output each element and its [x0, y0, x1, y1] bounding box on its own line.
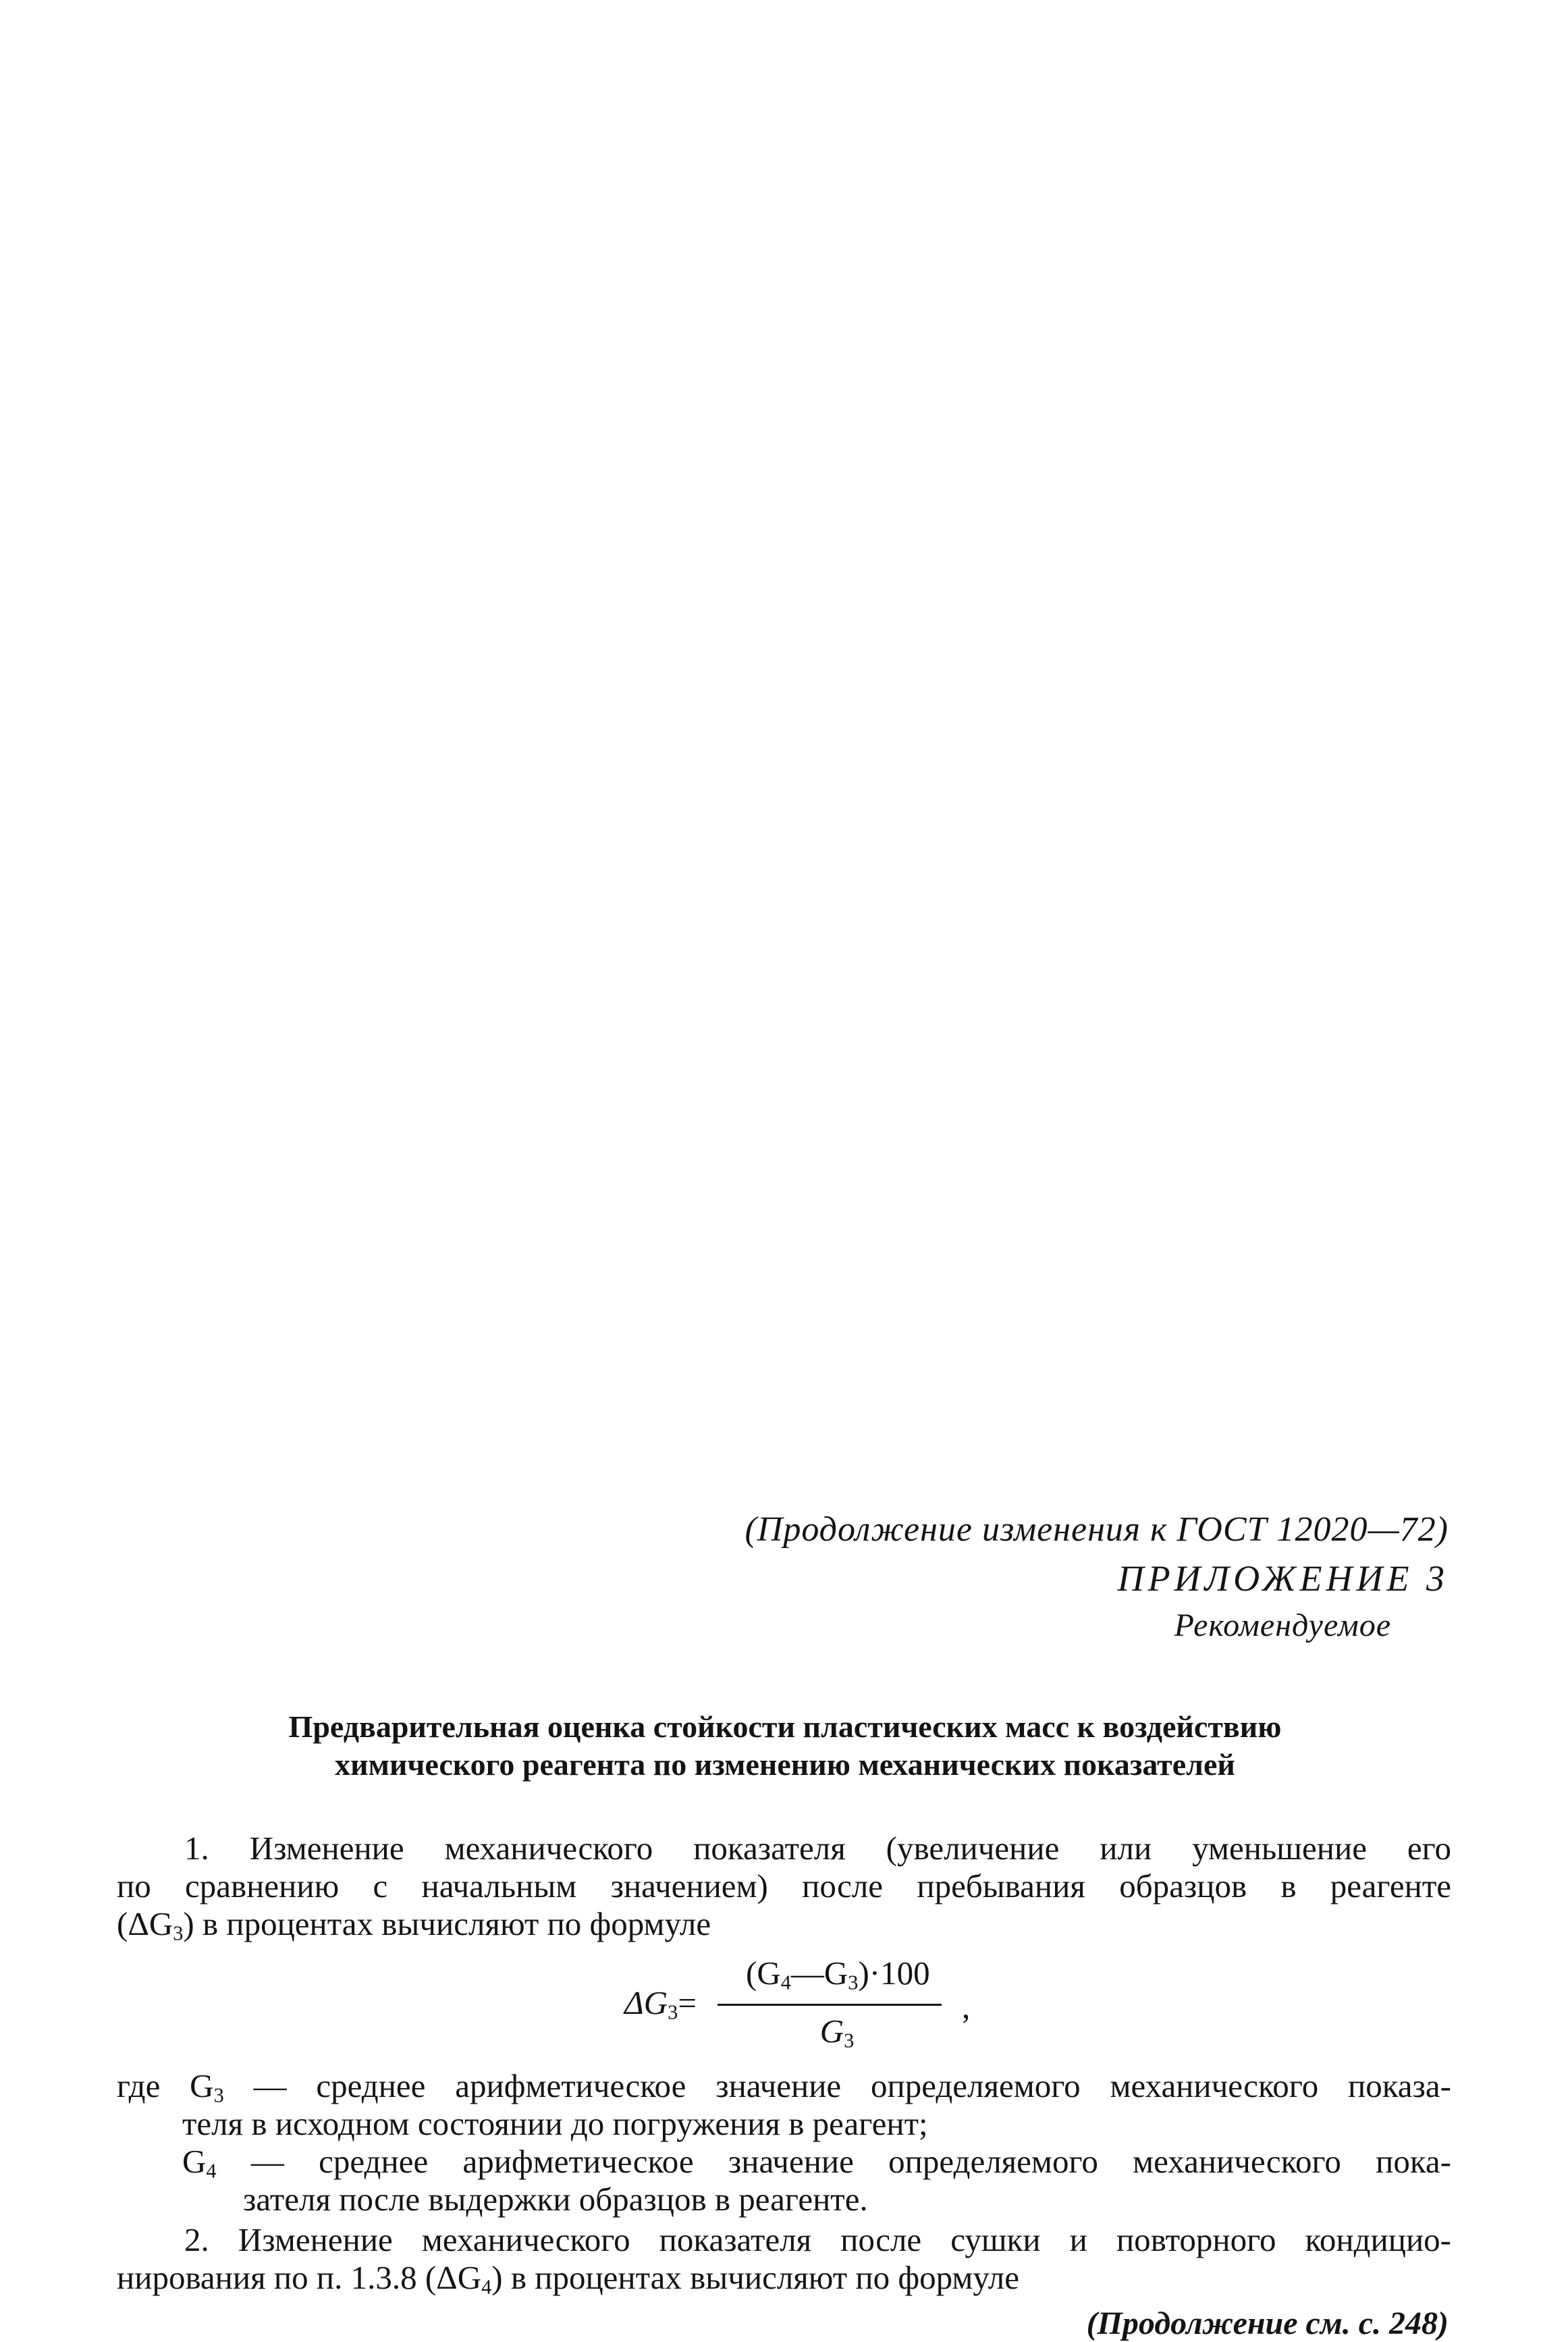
paragraph-1-line-3: [117, 1905, 711, 1952]
section-title-line-2: химического реагента по изменению механических показателей: [335, 1747, 1235, 1782]
where-line-3: $G_4$ — среднее арифметическое значение определяемого механического пока-: [182, 2143, 1451, 2183]
continuation-header: (Продолжение изменения к ГОСТ 12020—72): [745, 1510, 1449, 1549]
fraction-bar: [718, 2004, 942, 2006]
paragraph-1-line-1: 1. Изменение механического показателя (увеличение или уменьшение его: [184, 1830, 1451, 1867]
formula-delta-g3: [624, 1950, 1043, 2058]
section-title: [115, 1708, 1455, 1784]
formula-comma: ,: [962, 1988, 971, 2025]
paragraph-1-line-3-text: ) в процентах вычисляют по формуле: [183, 1905, 711, 1942]
where-line-4: зателя после выдержки образцов в реагенте.: [243, 2181, 868, 2218]
paragraph-2-line-2: нирования по п. 1.3.8 $(\Delta G_4)$ в процентах вычисляют по формуле: [117, 2259, 1019, 2299]
subscript: 3: [173, 1921, 184, 1945]
where-line-2: теля в исходном состоянии до погружения в реагент;: [182, 2105, 928, 2142]
formula-denominator: $G_3$: [819, 2013, 855, 2052]
formula-lhs: $\Delta G_3=$: [624, 1984, 697, 2024]
paragraph-2-line-1: 2. Изменение механического показателя после сушки и повторного кондицио-: [184, 2221, 1451, 2258]
formula-numerator: $(G_4—G_3)\cdot 100$: [746, 1954, 930, 1994]
paragraph-1-line-2: по сравнению с начальным значением) после пребывания образцов в реагенте: [117, 1867, 1451, 1905]
continuation-footer: (Продолжение см. с. 248): [1086, 2306, 1449, 2341]
section-title-line-1: Предварительная оценка стойкости пластических масс к воздействию: [288, 1709, 1282, 1744]
where-line-1: где $G_3$ — среднее арифметическое значение определяемого механического показа-: [117, 2067, 1451, 2107]
appendix-title: ПРИЛОЖЕНИЕ 3: [1117, 1558, 1449, 1599]
appendix-status: Рекомендуемое: [1174, 1607, 1391, 1643]
delta-g3-symbol: (ΔG: [117, 1905, 173, 1942]
